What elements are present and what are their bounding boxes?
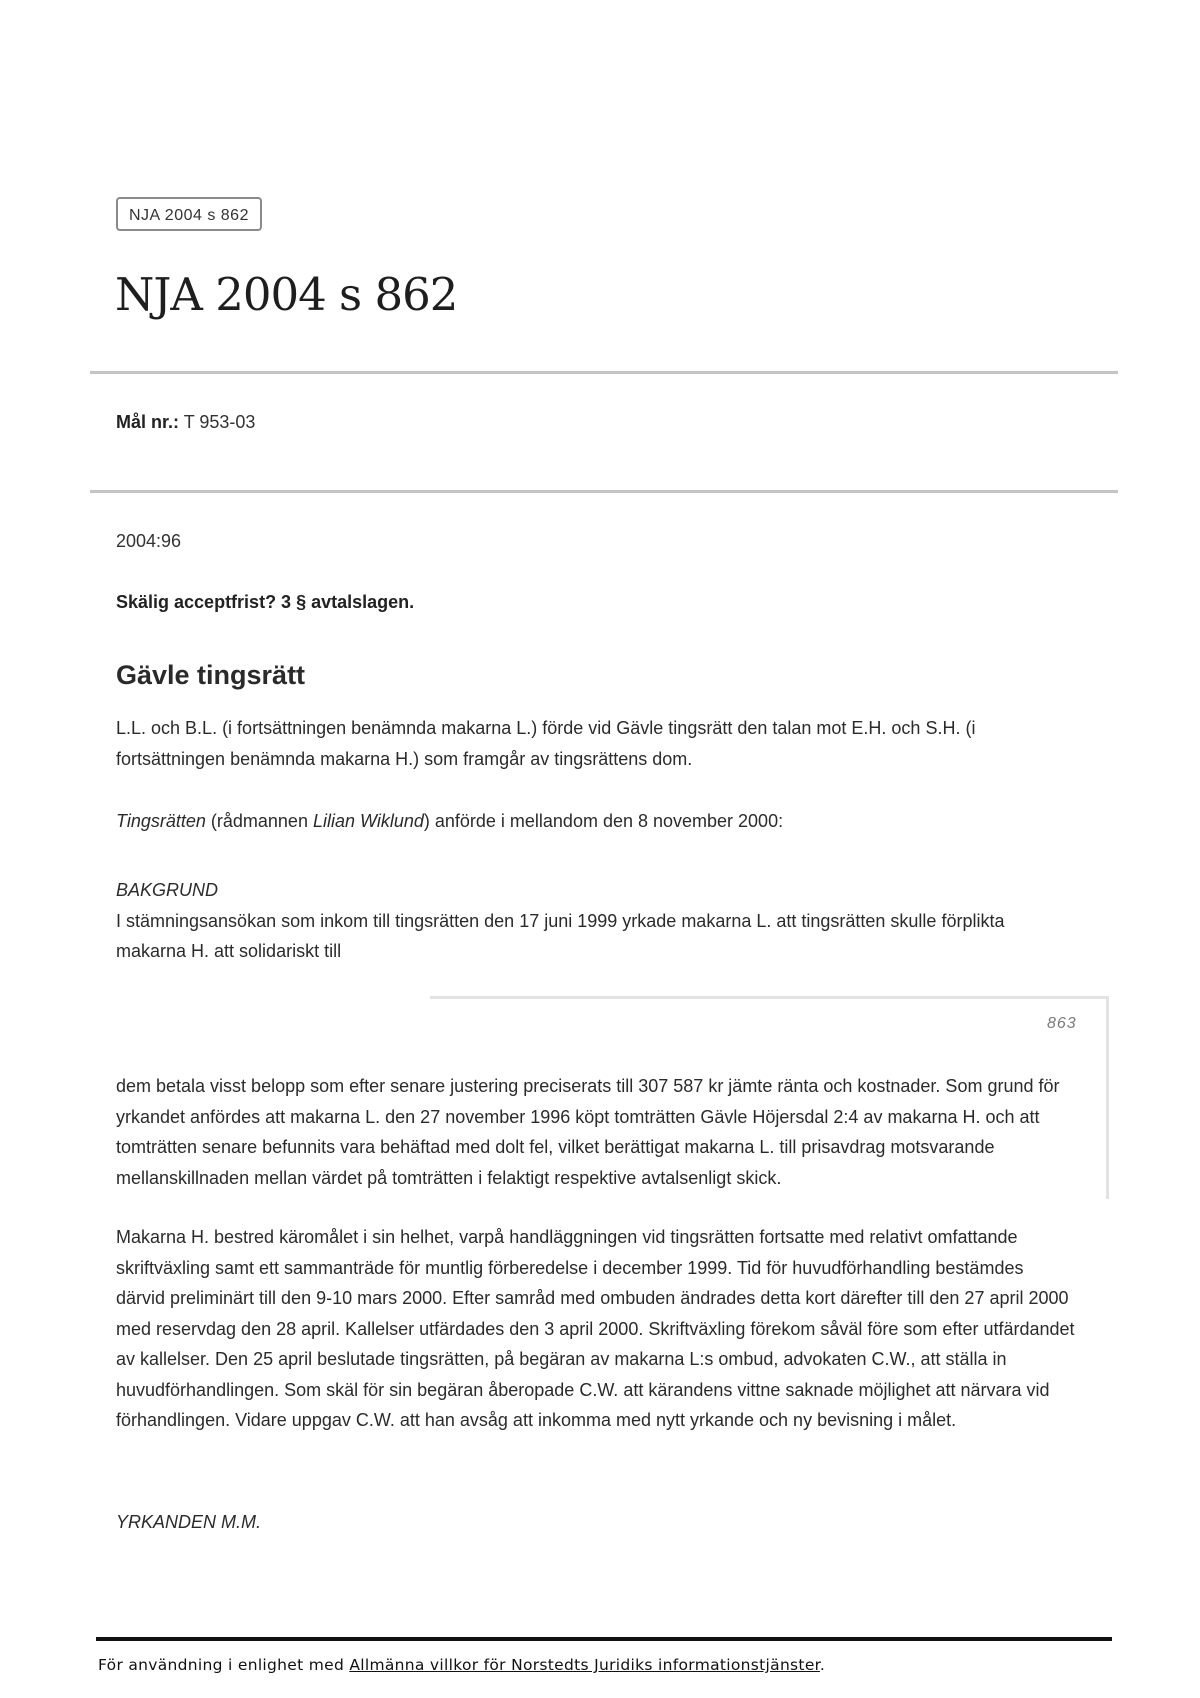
footer bbox=[98, 1656, 825, 1674]
background-text: I stämningsansökan som inkom till tingsrätten den 17 juni 1999 yrkade makarna L. att tingsrätten skulle förplikta makarna H. att solidariskt till bbox=[116, 910, 1005, 961]
paragraph-proceedings: Makarna H. bestred käromålet i sin helhet, varpå handläggningen vid tingsrätten fortsatte med relativt omfattande skriftväxling samt ett sammanträde för muntlig förberedelse i december 1999. Tid för huvudförhandling bestämdes därvid preliminärt till den 9-10 mars 2000. Efter samråd med ombuden ändrades detta kort därefter till den 27 april 2000 med reservdag den 28 april. Kallelser utfärdades den 3 april 2000. Skriftväxling förekom såväl före som efter utfärdandet av kallelser. Den 25 april beslutade tingsrätten, på begäran av makarna L:s ombud, advokaten C.W., att ställa in huvudförhandlingen. Som skäl för sin begäran åberopade C.W. att kärandens vittne saknade möjlighet att närvara vid förhandlingen. Vidare uppgav C.W. att han avsåg att inkomma med nytt yrkande och ny bevisning i målet. bbox=[116, 1227, 1075, 1430]
paragraph-background bbox=[116, 875, 1076, 967]
section-label-claims: YRKANDEN M.M. bbox=[116, 1512, 262, 1532]
statement-rest: ) anförde i mellandom den 8 november 2000: bbox=[423, 811, 784, 831]
court-heading: Gävle tingsrätt bbox=[116, 660, 306, 690]
divider bbox=[90, 490, 1118, 493]
court-name: Tingsrätten bbox=[116, 811, 206, 831]
paragraph-court-statement bbox=[116, 806, 1076, 837]
case-number-label: Mål nr.: bbox=[116, 412, 180, 432]
page-number: 863 bbox=[1047, 1015, 1077, 1032]
section-label-background: BAKGRUND bbox=[116, 880, 219, 900]
paragraph-intro: L.L. och B.L. (i fortsättningen benämnda makarna L.) förde vid Gävle tingsrätt den talan mot E.H. och S.H. (i fortsättningen benämnda makarna H.) som framgår av tingsrättens dom. bbox=[116, 718, 976, 769]
case-number-value: T 953-03 bbox=[183, 412, 256, 432]
case-number bbox=[116, 412, 255, 433]
footer-suffix: . bbox=[819, 1656, 826, 1674]
terms-link[interactable]: Allmänna villkor för Norstedts Juridiks informationstjänster bbox=[349, 1656, 820, 1674]
case-keywords: Skälig acceptfrist? 3 § avtalslagen. bbox=[116, 592, 415, 612]
judge-name: Lilian Wiklund bbox=[312, 811, 424, 831]
judge-prefix: (rådmannen bbox=[205, 811, 313, 831]
case-badge: NJA 2004 s 862 bbox=[116, 197, 262, 231]
footer-prefix: För användning i enlighet med bbox=[98, 1656, 350, 1674]
page-title: NJA 2004 s 862 bbox=[115, 268, 458, 321]
paragraph-claim: dem betala visst belopp som efter senare justering preciserats till 307 587 kr jämte ränta och kostnader. Som grund för yrkandet anfördes att makarna L. den 27 november 1996 köpt tomträtten Gävle Höjersdal 2:4 av makarna H. och att tomträtten senare befunnits vara behäftad med dolt fel, vilket berättigat makarna L. till prisavdrag motsvarande mellanskillnaden mellan värdet på tomträtten i felaktigt respektive avtalsenligt skick. bbox=[116, 1076, 1060, 1188]
case-code: 2004:96 bbox=[116, 531, 182, 551]
divider bbox=[90, 371, 1118, 374]
footer-divider bbox=[96, 1637, 1112, 1641]
